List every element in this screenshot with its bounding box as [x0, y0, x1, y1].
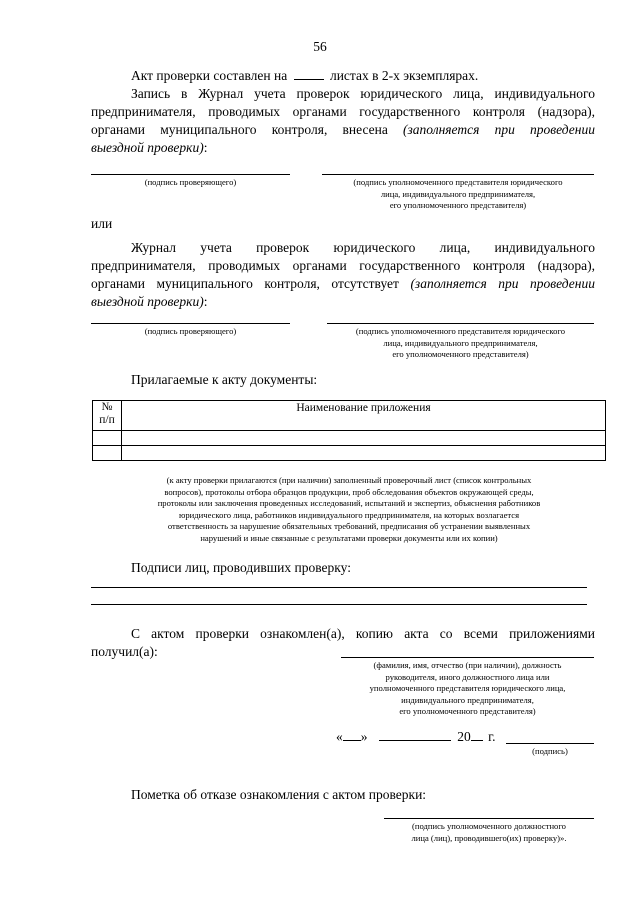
table-header-row [93, 401, 606, 431]
inspector-signature-caption-1: (подпись проверяющего) [144, 177, 237, 187]
table-cell-number[interactable] [93, 431, 122, 446]
journal-absent-line2: предпринимателя, проводимых органами государственного контроля (надзора), [91, 258, 595, 273]
journal-entry-line4: выездной проверки): [91, 140, 208, 155]
acquainted-line1: С актом проверки ознакомлен(а), копию акта со всеми приложениями [131, 626, 595, 641]
table-row[interactable] [93, 446, 606, 461]
date-month-blank[interactable] [379, 729, 451, 741]
inspector-signature-caption-2: (подпись проверяющего) [144, 326, 237, 336]
representative-caption-1: (подпись уполномоченного представителя юридического лица, индивидуального предпринимателя, его уполномоченного представителя) [353, 177, 563, 210]
table-cell-number[interactable] [93, 446, 122, 461]
refusal-caption: (подпись уполномоченного должностного лица (лиц), проводившего(их) проверку)». [411, 821, 567, 843]
attachments-note: (к акту проверки прилагаются (при наличии) заполненный проверочный лист (список контрольных вопросов), протоколы отбора образцов продукции, проб обследования объектов окружающей среды, протоколы или заключения проведенных исследований, испытаний и экспертиз, объяснения работников юридического лица, работников индивидуального предпринимателя, на которых возлагается ответственность за нарушение обязательных требований, предписания об устранении выявленных нарушений и иные связанные с результатами проверки документы или их копии) [157, 475, 541, 543]
date-year-blank[interactable] [471, 729, 483, 741]
representative-caption-2: (подпись уполномоченного представителя юридического лица, индивидуального предпринимателя, его уполномоченного представителя) [355, 326, 566, 359]
date-day-blank[interactable] [343, 729, 361, 741]
col-number-header: № п/п [93, 401, 122, 431]
attached-docs-heading: Прилагаемые к акту документы: [131, 372, 318, 387]
refusal-signature-line[interactable] [384, 818, 594, 819]
acquainted-name-line[interactable] [341, 657, 594, 658]
inspector-signature-line-1[interactable] [91, 174, 290, 175]
col-name-header: Наименование приложения [122, 401, 606, 431]
journal-absent-line4: выездной проверки): [91, 294, 208, 309]
attachments-table [92, 400, 606, 461]
acquainted-signature-line[interactable] [506, 743, 594, 744]
journal-absent-line3: органами муниципального контроля, отсутствует (заполняется при проведении [91, 276, 595, 291]
act-sheets-before: Акт проверки составлен на [131, 68, 288, 83]
table-cell-name[interactable] [122, 431, 606, 446]
table-cell-name[interactable] [122, 446, 606, 461]
inspector-signature-line-2[interactable] [91, 323, 290, 324]
acquainted-caption: (фамилия, имя, отчество (при наличии), должность руководителя, иного должностного лица или уполномоченного представителя юридического лица, индивидуального предпринимателя, его уполномоченного представителя) [369, 660, 566, 716]
inspectors-signature-line-2[interactable] [91, 604, 587, 605]
representative-signature-line-1[interactable] [322, 174, 594, 175]
act-sheets-after: листах в 2-х экземплярах. [329, 68, 479, 83]
journal-absent-line1: Журнал учета проверок юридического лица, индивидуального [131, 240, 595, 255]
table-row[interactable] [93, 431, 606, 446]
inspectors-signatures-heading: Подписи лиц, проводивших проверку: [131, 560, 351, 575]
journal-entry-line2: предпринимателя, проводимых органами государственного контроля (надзора), [91, 104, 595, 119]
journal-entry-line1: Запись в Журнал учета проверок юридического лица, индивидуального [131, 86, 595, 101]
date-line: « » 20 г. [336, 729, 496, 744]
representative-signature-line-2[interactable] [327, 323, 594, 324]
signature-caption: (подпись) [532, 746, 568, 756]
sheets-count-blank[interactable] [294, 68, 324, 80]
or-word: или [91, 216, 113, 231]
journal-entry-line3: органами муниципального контроля, внесена (заполняется при проведении [91, 122, 595, 137]
page-number: 56 [313, 39, 327, 54]
acquainted-line2: получил(а): [91, 644, 158, 659]
refusal-heading: Пометка об отказе ознакомления с актом проверки: [131, 787, 427, 802]
act-sheets-line [131, 67, 478, 85]
inspectors-signature-line-1[interactable] [91, 587, 587, 588]
